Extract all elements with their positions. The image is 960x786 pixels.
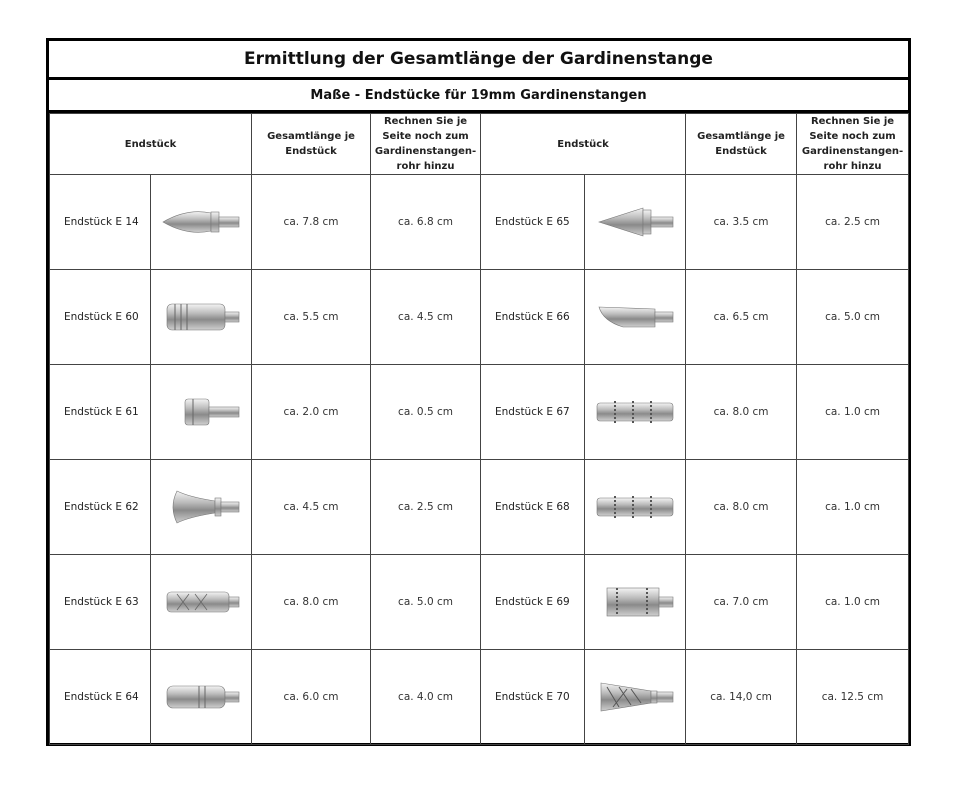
add-length (371, 175, 481, 270)
finial-name (50, 555, 151, 650)
add-length-value: ca. 2.5 cm (825, 216, 880, 228)
page-title: Ermittlung der Gesamtlänge der Gardinenstange (244, 49, 713, 69)
total-length (252, 365, 371, 460)
finial-name-text: Endstück E 66 (495, 311, 570, 323)
header-rechnen-right: Rechnen Sie je Seite noch zum Gardinenstangen-rohr hinzu (797, 114, 909, 175)
crystal-ring-finial-icon (593, 392, 677, 432)
table-header-row (50, 114, 909, 175)
add-length-value: ca. 4.0 cm (398, 691, 453, 703)
finial-image (585, 650, 686, 745)
total-length (686, 555, 797, 650)
add-length-value: ca. 2.5 cm (398, 501, 453, 513)
add-length (797, 555, 909, 650)
finial-image (151, 175, 252, 270)
finial-name-text: Endstück E 61 (64, 406, 139, 418)
finial-image (151, 555, 252, 650)
add-length-value: ca. 5.0 cm (825, 311, 880, 323)
table-row (50, 270, 909, 365)
finial-name (50, 365, 151, 460)
header-gesamtlaenge-left: Gesamtlänge je Endstück (252, 114, 371, 175)
add-length (371, 270, 481, 365)
grooved-cylinder-finial-icon (159, 297, 243, 337)
finial-name (481, 555, 585, 650)
header-rechnen-left: Rechnen Sie je Seite noch zum Gardinenstangen-rohr hinzu (371, 114, 481, 175)
short-cap-finial-icon (159, 392, 243, 432)
finial-image (151, 365, 252, 460)
total-length (686, 270, 797, 365)
add-length (797, 270, 909, 365)
add-length (371, 555, 481, 650)
slanted-blade-finial-icon (593, 297, 677, 337)
total-length-value: ca. 7.8 cm (283, 216, 339, 228)
total-length (252, 175, 371, 270)
add-length (371, 365, 481, 460)
add-length-value: ca. 6.8 cm (398, 216, 453, 228)
total-length (686, 650, 797, 745)
table-row (50, 365, 909, 460)
add-length (797, 175, 909, 270)
header-endstueck-right: Endstück (481, 114, 686, 175)
table-row (50, 175, 909, 270)
ringed-cylinder-finial-icon (159, 677, 243, 717)
crystal-ring-finial-icon (593, 487, 677, 527)
finial-name (50, 270, 151, 365)
finial-name (50, 650, 151, 745)
finial-name-text: Endstück E 14 (64, 216, 139, 228)
finial-image (585, 460, 686, 555)
finial-name (481, 175, 585, 270)
total-length-value: ca. 4.5 cm (283, 501, 339, 513)
add-length (797, 460, 909, 555)
cone-finial-icon (593, 202, 677, 242)
total-length (252, 460, 371, 555)
finial-name-text: Endstück E 70 (495, 691, 570, 703)
engraved-cylinder-finial-icon (159, 582, 243, 622)
finial-table (49, 113, 909, 745)
header-gesamtlaenge-right: Gesamtlänge je Endstück (686, 114, 797, 175)
add-length-value: ca. 1.0 cm (825, 501, 880, 513)
total-length (686, 460, 797, 555)
page-subtitle: Maße - Endstücke für 19mm Gardinenstangen (310, 87, 647, 103)
finial-name (481, 365, 585, 460)
total-length-value: ca. 6.0 cm (283, 691, 339, 703)
finial-image (151, 650, 252, 745)
table-frame (46, 38, 911, 746)
finial-name-text: Endstück E 64 (64, 691, 139, 703)
total-length-value: ca. 5.5 cm (283, 311, 339, 323)
finial-image (585, 555, 686, 650)
finial-name-text: Endstück E 62 (64, 501, 139, 513)
add-length-value: ca. 0.5 cm (398, 406, 453, 418)
header-endstueck-left: Endstück (50, 114, 252, 175)
finial-name-text: Endstück E 63 (64, 596, 139, 608)
add-length-value: ca. 1.0 cm (825, 596, 880, 608)
bell-finial-icon (159, 487, 243, 527)
finial-name-text: Endstück E 65 (495, 216, 570, 228)
finial-name (481, 650, 585, 745)
finial-image (585, 365, 686, 460)
add-length (797, 650, 909, 745)
finial-image (151, 460, 252, 555)
finial-name (481, 270, 585, 365)
finial-name-text: Endstück E 69 (495, 596, 570, 608)
total-length-value: ca. 8.0 cm (713, 406, 769, 418)
spear-finial-icon (159, 202, 243, 242)
total-length (252, 555, 371, 650)
finial-name-text: Endstück E 67 (495, 406, 570, 418)
crystal-cage-finial-icon (593, 677, 677, 717)
total-length-value: ca. 14,0 cm (710, 691, 772, 703)
add-length (371, 460, 481, 555)
finial-image (151, 270, 252, 365)
square-block-finial-icon (593, 582, 677, 622)
table-row (50, 555, 909, 650)
table-row (50, 460, 909, 555)
table-row (50, 650, 909, 745)
finial-name (50, 175, 151, 270)
add-length-value: ca. 12.5 cm (821, 691, 884, 703)
total-length-value: ca. 7.0 cm (713, 596, 769, 608)
finial-name (50, 460, 151, 555)
total-length-value: ca. 2.0 cm (283, 406, 339, 418)
add-length (797, 365, 909, 460)
total-length-value: ca. 3.5 cm (713, 216, 769, 228)
total-length (686, 175, 797, 270)
total-length (252, 270, 371, 365)
finial-name-text: Endstück E 68 (495, 501, 570, 513)
total-length-value: ca. 8.0 cm (713, 501, 769, 513)
total-length-value: ca. 6.5 cm (713, 311, 769, 323)
finial-name-text: Endstück E 60 (64, 311, 139, 323)
total-length-value: ca. 8.0 cm (283, 596, 339, 608)
finial-image (585, 175, 686, 270)
finial-name (481, 460, 585, 555)
total-length (252, 650, 371, 745)
finial-image (585, 270, 686, 365)
total-length (686, 365, 797, 460)
add-length (371, 650, 481, 745)
add-length-value: ca. 5.0 cm (398, 596, 453, 608)
add-length-value: ca. 1.0 cm (825, 406, 880, 418)
add-length-value: ca. 4.5 cm (398, 311, 453, 323)
